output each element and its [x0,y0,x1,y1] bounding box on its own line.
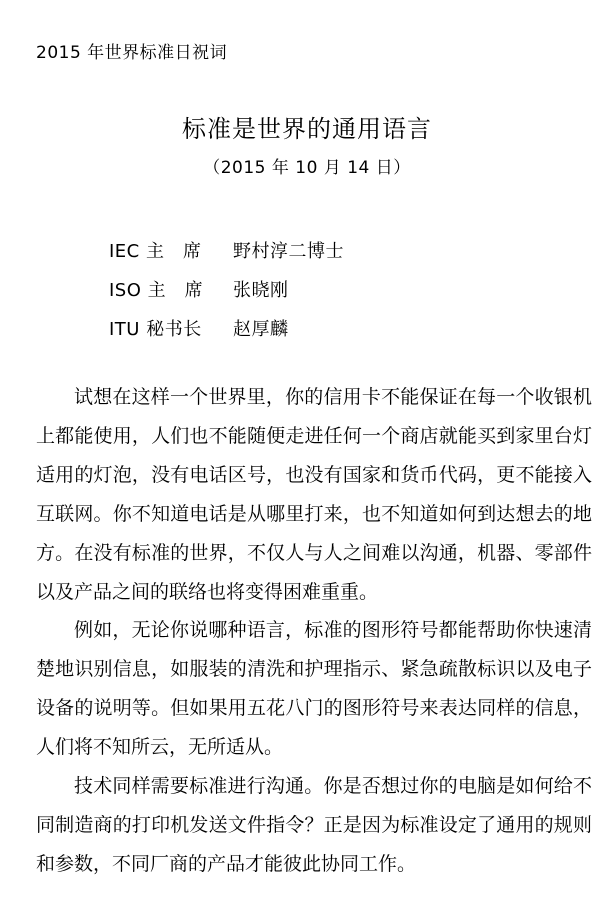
body-paragraph: 例如，无论你说哪种语言，标准的图形符号都能帮助你快速清楚地识别信息，如服装的清洗和护理指示、紧急疏散标识以及电子设备的说明等。但如果用五花八门的图形符号来表达同样的信息，人们将不知所云，无所适从。 [36,619,592,759]
signatory-name: 野村淳二博士 [233,240,344,262]
body-paragraph: 试想在这样一个世界里，你的信用卡不能保证在每一个收银机上都能使用，人们也不能随便走进任何一个商店就能买到家里台灯适用的灯泡，没有电话区号，也没有国家和货币代码，更不能接入互联网。你不知道电话是从哪里打来，也不知道如何到达想去的地方。在没有标准的世界，不仅人与人之间难以沟通，机器、零部件以及产品之间的联络也将变得困难重重。 [36,386,592,603]
signatory-iec [109,230,344,269]
document-header: 2015 年世界标准日祝词 [36,43,228,63]
document-title: 标准是世界的通用语言 [182,115,432,143]
signatory-role: IEC 主 席 [109,240,202,262]
body-paragraph: 技术同样需要标准进行沟通。你是否想过你的电脑是如何给不同制造商的打印机发送文件指令？正是因为标准设定了通用的规则和参数，不同厂商的产品才能彼此协同工作。 [36,775,592,875]
signatory-name: 赵厚麟 [233,318,289,340]
document-date: （2015 年 10 月 14 日） [203,158,411,178]
body-text [36,378,592,884]
signatory-role: ISO 主 席 [109,279,204,301]
signatory-itu [109,308,344,347]
signatory-role: ITU 秘书长 [109,318,202,340]
signatory-iso [109,269,344,308]
signatory-name: 张晓刚 [233,279,289,301]
signatories-list [109,230,344,347]
